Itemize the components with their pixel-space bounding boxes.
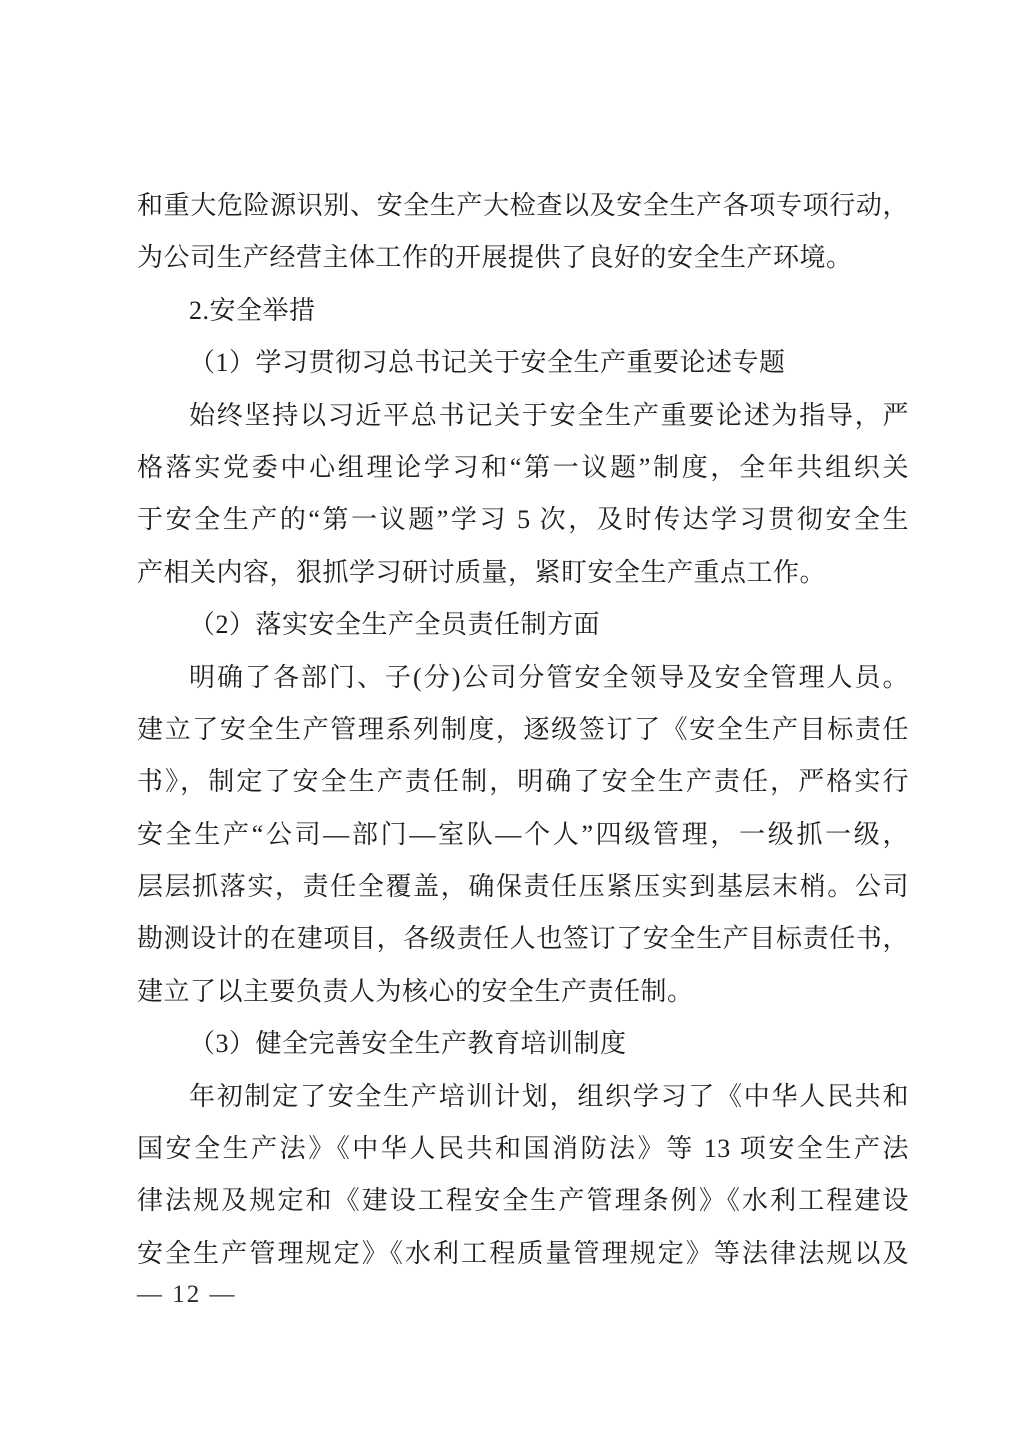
heading-line: 2.安全举措 bbox=[189, 295, 316, 325]
body-line: 明确了各部门、子(分)公司分管安全领导及安全管理人员。 bbox=[189, 662, 909, 692]
body-line: 书》，制定了安全生产责任制，明确了安全生产责任，严格实行 bbox=[137, 767, 909, 797]
body-line: 年初制定了安全生产培训计划，组织学习了《中华人民共和 bbox=[189, 1081, 909, 1111]
body-line: 国安全生产法》《中华人民共和国消防法》等 13 项安全生产法 bbox=[137, 1134, 909, 1164]
body-line: 建立了以主要负责人为核心的安全生产责任制。 bbox=[137, 976, 694, 1006]
page-number: — 12 — bbox=[137, 1281, 237, 1308]
body-line: 律法规及规定和《建设工程安全生产管理条例》《水利工程建设 bbox=[137, 1186, 909, 1216]
body-line: 始终坚持以习近平总书记关于安全生产重要论述为指导，严 bbox=[189, 400, 909, 430]
body-line: 于安全生产的“第一议题”学习 5 次，及时传达学习贯彻安全生 bbox=[137, 505, 909, 535]
body-line: 层层抓落实，责任全覆盖，确保责任压紧压实到基层末梢。公司 bbox=[137, 872, 909, 902]
body-line: 和重大危险源识别、安全生产大检查以及安全生产各项专项行动， bbox=[137, 191, 909, 220]
body-line: 安全生产“公司—部门—室队—个人”四级管理，一级抓一级， bbox=[137, 819, 909, 849]
body-line: 格落实党委中心组理论学习和“第一议题”制度，全年共组织关 bbox=[137, 452, 909, 482]
body-line: 勘测设计的在建项目，各级责任人也签订了安全生产目标责任书， bbox=[137, 924, 909, 954]
body-line: 产相关内容，狠抓学习研讨质量，紧盯安全生产重点工作。 bbox=[137, 557, 827, 587]
heading-line: （3）健全完善安全生产教育培训制度 bbox=[189, 1029, 627, 1059]
body-line: 为公司生产经营主体工作的开展提供了良好的安全生产环境。 bbox=[137, 243, 853, 273]
heading-line: （1）学习贯彻习总书记关于安全生产重要论述专题 bbox=[189, 348, 786, 378]
body-line: 建立了安全生产管理系列制度，逐级签订了《安全生产目标责任 bbox=[137, 714, 909, 744]
heading-line: （2）落实安全生产全员责任制方面 bbox=[189, 610, 601, 640]
document-body bbox=[137, 180, 909, 1280]
body-line: 安全生产管理规定》《水利工程质量管理规定》等法律法规以及 bbox=[137, 1238, 909, 1268]
